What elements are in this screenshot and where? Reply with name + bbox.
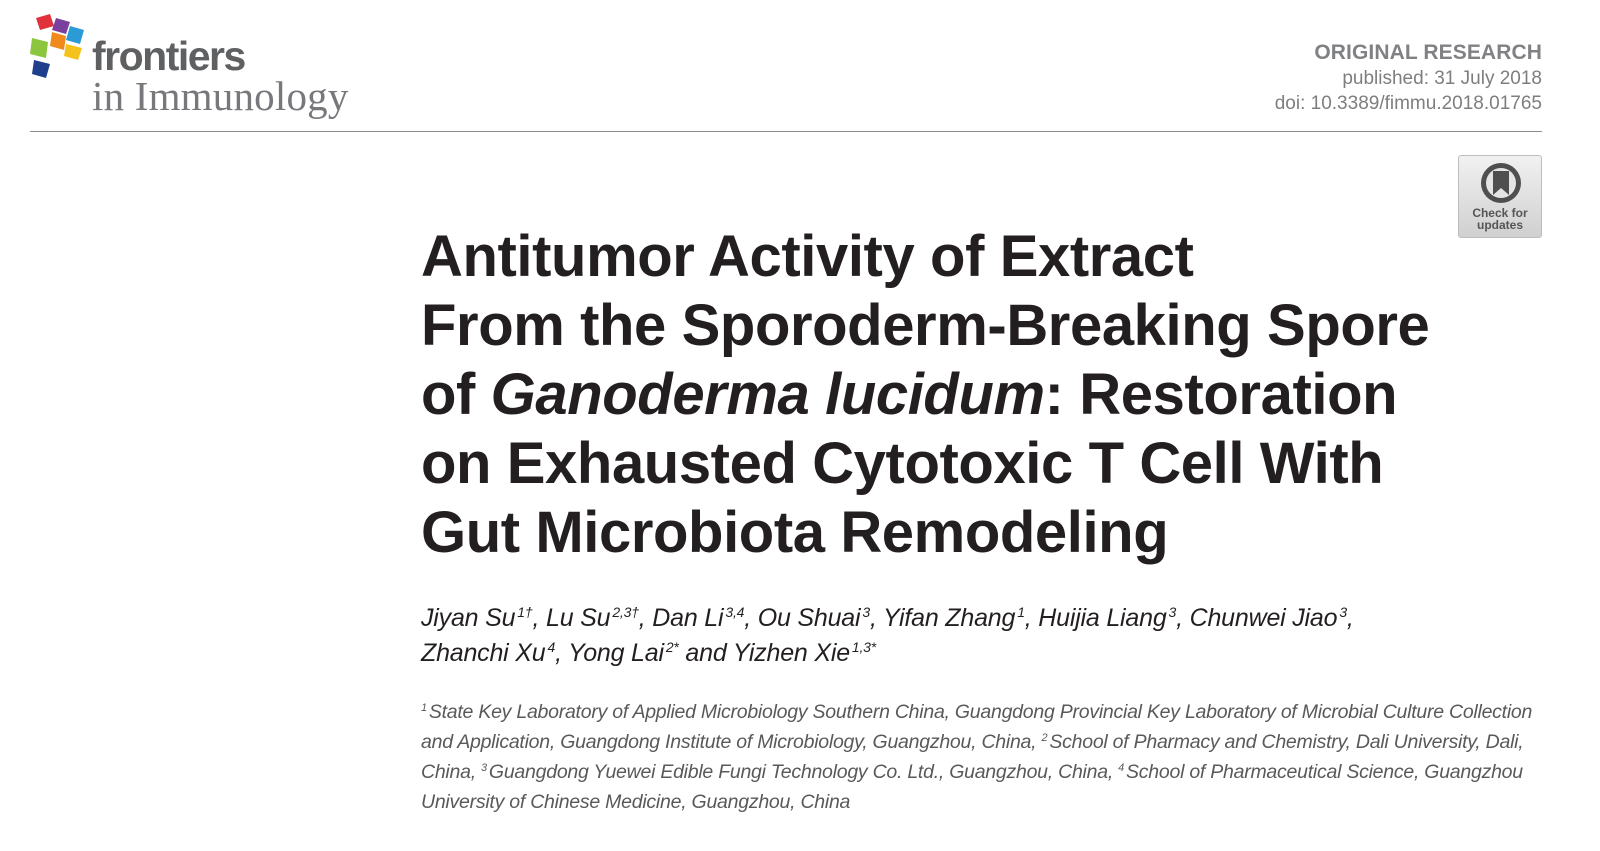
author[interactable]: Chunwei Jiao $^3$ (1189, 604, 1347, 632)
brand-name: frontiers (92, 33, 245, 79)
author[interactable]: Lu Su $^{2,3\dagger}$ (545, 604, 639, 632)
journal-name: in Immunology (92, 73, 349, 119)
affiliation: $^1$ State Key Laboratory of Applied Microbiology Southern China, Guangdong Provincial Key Laboratory of Microbial Culture Collection and Application, Guangdong Institute of Microbiology, Guangzhou, China, (421, 701, 1533, 753)
author[interactable]: Zhanchi Xu $^4$ (421, 639, 556, 667)
species-name: Ganoderma lucidum (490, 362, 1045, 427)
author[interactable]: Yong Lai $^{2*}$ (568, 639, 679, 667)
title-line-3-suffix: : Restoration (1044, 362, 1398, 427)
author[interactable]: Jiyan Su $^{1\dagger}$ (421, 604, 533, 632)
article-type: ORIGINAL RESEARCH (1314, 41, 1542, 64)
check-for-updates-label: Check for updates (1472, 206, 1528, 232)
title-line-4: on Exhausted Cytotoxic T Cell With (421, 431, 1384, 496)
article-meta (1275, 40, 1542, 116)
published-date: published: 31 July 2018 (1342, 68, 1542, 89)
author-list: Jiyan Su $^{1\dagger}$, Lu Su $^{2,3\dagger}$, Dan Li $^{3,4}$, Ou Shuai $^3$, Yifan Zhang $^1$, Huijia Liang $^3$, Chunwei Jiao $^3$, Zhanchi Xu $^4$, Yong Lai $^{2*}$ and Yizhen Xie $^{1,3*}$ (421, 604, 1354, 667)
author[interactable]: Huijia Liang $^3$ (1038, 604, 1177, 632)
author[interactable]: Yizhen Xie $^{1,3*}$ (732, 639, 877, 667)
title-line-1: Antitumor Activity of Extract (421, 224, 1194, 289)
author[interactable]: Dan Li $^{3,4}$ (652, 604, 745, 632)
frontiers-logo-icon (30, 14, 90, 84)
author[interactable]: Ou Shuai $^3$ (757, 604, 870, 632)
affiliation-list (421, 697, 1541, 817)
affiliation: $^3$ Guangdong Yuewei Edible Fungi Technology Co. Ltd., Guangzhou, China, (481, 761, 1119, 783)
title-line-5: Gut Microbiota Remodeling (421, 500, 1169, 565)
article-title (421, 222, 1561, 567)
doi-link[interactable]: doi: 10.3389/fimmu.2018.01765 (1274, 93, 1542, 114)
bookmark-ribbon-icon (1479, 161, 1523, 205)
author[interactable]: Yifan Zhang $^1$ (883, 604, 1025, 632)
affiliation: $^2$ School of Pharmacy and Chemistry, Dali University, Dali, China, (421, 731, 1524, 783)
title-line-3-prefix: of (421, 362, 491, 427)
header-divider (30, 131, 1542, 132)
title-line-2: From the Sporoderm-Breaking Spore (421, 293, 1430, 358)
journal-logo[interactable] (30, 14, 410, 124)
affiliation: $^4$ School of Pharmaceutical Science, Guangzhou University of Chinese Medicine, Guangzhou, China (421, 761, 1523, 813)
